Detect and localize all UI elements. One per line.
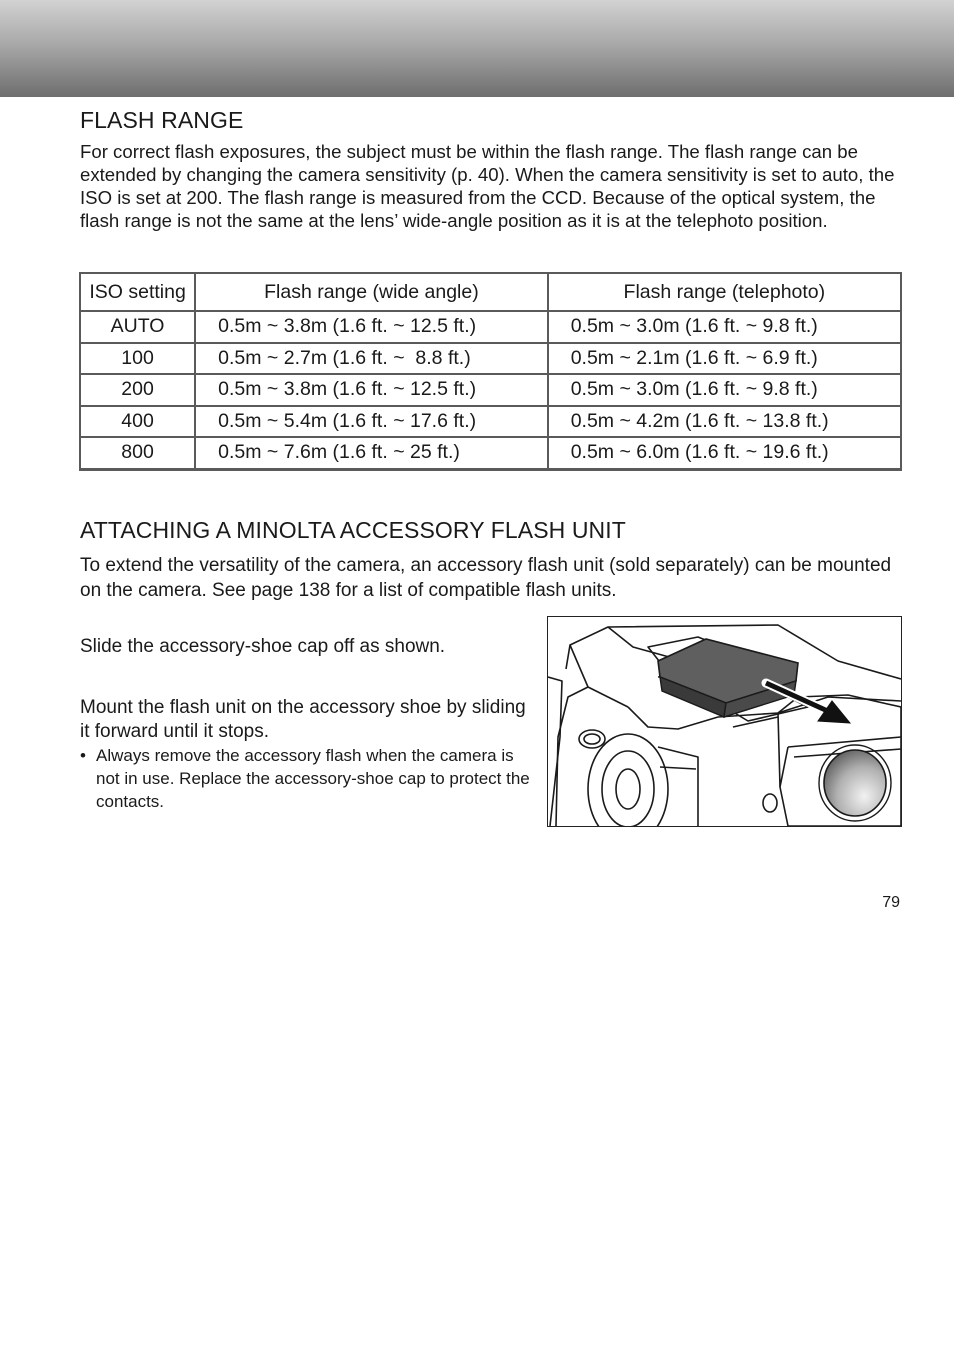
- table-cell-tele: 0.5m ~ 3.0m (1.6 ft. ~ 9.8 ft.): [548, 311, 901, 343]
- flash-range-table: [79, 272, 902, 471]
- step-mount-flash: Mount the flash unit on the accessory shoe by sliding it forward until it stops.: [80, 697, 526, 742]
- table-cell-wide: 0.5m ~ 7.6m (1.6 ft. ~ 25 ft.): [195, 437, 548, 469]
- table-cell-iso: 400: [80, 406, 195, 438]
- table-cell-tele: 0.5m ~ 4.2m (1.6 ft. ~ 13.8 ft.): [548, 406, 901, 438]
- table-header-row: [80, 273, 901, 311]
- accessory-flash-intro: To extend the versatility of the camera, an accessory flash unit (sold separately) can be mounted on the camera. See page 138 for a list of compatible flash units.: [80, 555, 892, 601]
- flash-range-intro: For correct flash exposures, the subject must be within the flash range. The flash range can be extended by changing the camera sensitivity (p. 40). When the camera sensitivity is set to auto, the ISO is set at 200. The flash range is measured from the CCD. Because of the optical system, the flash range is not the same at the lens’ wide-angle position as it is at the telephoto position.: [80, 141, 895, 231]
- table-cell-wide: 0.5m ~ 3.8m (1.6 ft. ~ 12.5 ft.): [195, 374, 548, 406]
- header-band: [0, 0, 954, 97]
- table-cell-wide: 0.5m ~ 2.7m (1.6 ft. ~ 8.8 ft.): [195, 343, 548, 375]
- flash-range-heading: FLASH RANGE: [80, 107, 244, 133]
- bullet-icon: •: [80, 746, 86, 765]
- table-cell-iso: 200: [80, 374, 195, 406]
- table-row: [80, 437, 901, 469]
- step-slide-cap: Slide the accessory-shoe cap off as shown.: [80, 636, 446, 657]
- table-cell-iso: AUTO: [80, 311, 195, 343]
- accessory-flash-heading: ATTACHING A MINOLTA ACCESSORY FLASH UNIT: [80, 517, 626, 543]
- page-number: 79: [882, 894, 900, 911]
- table-cell-iso: 800: [80, 437, 195, 469]
- table-header-iso: ISO setting: [80, 273, 195, 311]
- table-row: [80, 406, 901, 438]
- table-row: [80, 311, 901, 343]
- table-cell-tele: 0.5m ~ 2.1m (1.6 ft. ~ 6.9 ft.): [548, 343, 901, 375]
- table-row: [80, 374, 901, 406]
- table-cell-iso: 100: [80, 343, 195, 375]
- bullet-note: [80, 744, 535, 813]
- camera-accessory-shoe-icon: [548, 617, 901, 826]
- table-row: [80, 343, 901, 375]
- table-cell-wide: 0.5m ~ 3.8m (1.6 ft. ~ 12.5 ft.): [195, 311, 548, 343]
- table-header-tele: Flash range (telephoto): [548, 273, 901, 311]
- bullet-note-text: Always remove the accessory flash when the camera is not in use. Replace the accessory-shoe cap to protect the contacts.: [96, 746, 530, 811]
- table-cell-wide: 0.5m ~ 5.4m (1.6 ft. ~ 17.6 ft.): [195, 406, 548, 438]
- table-cell-tele: 0.5m ~ 6.0m (1.6 ft. ~ 19.6 ft.): [548, 437, 901, 469]
- table-header-wide: Flash range (wide angle): [195, 273, 548, 311]
- table-cell-tele: 0.5m ~ 3.0m (1.6 ft. ~ 9.8 ft.): [548, 374, 901, 406]
- camera-illustration: [547, 616, 902, 827]
